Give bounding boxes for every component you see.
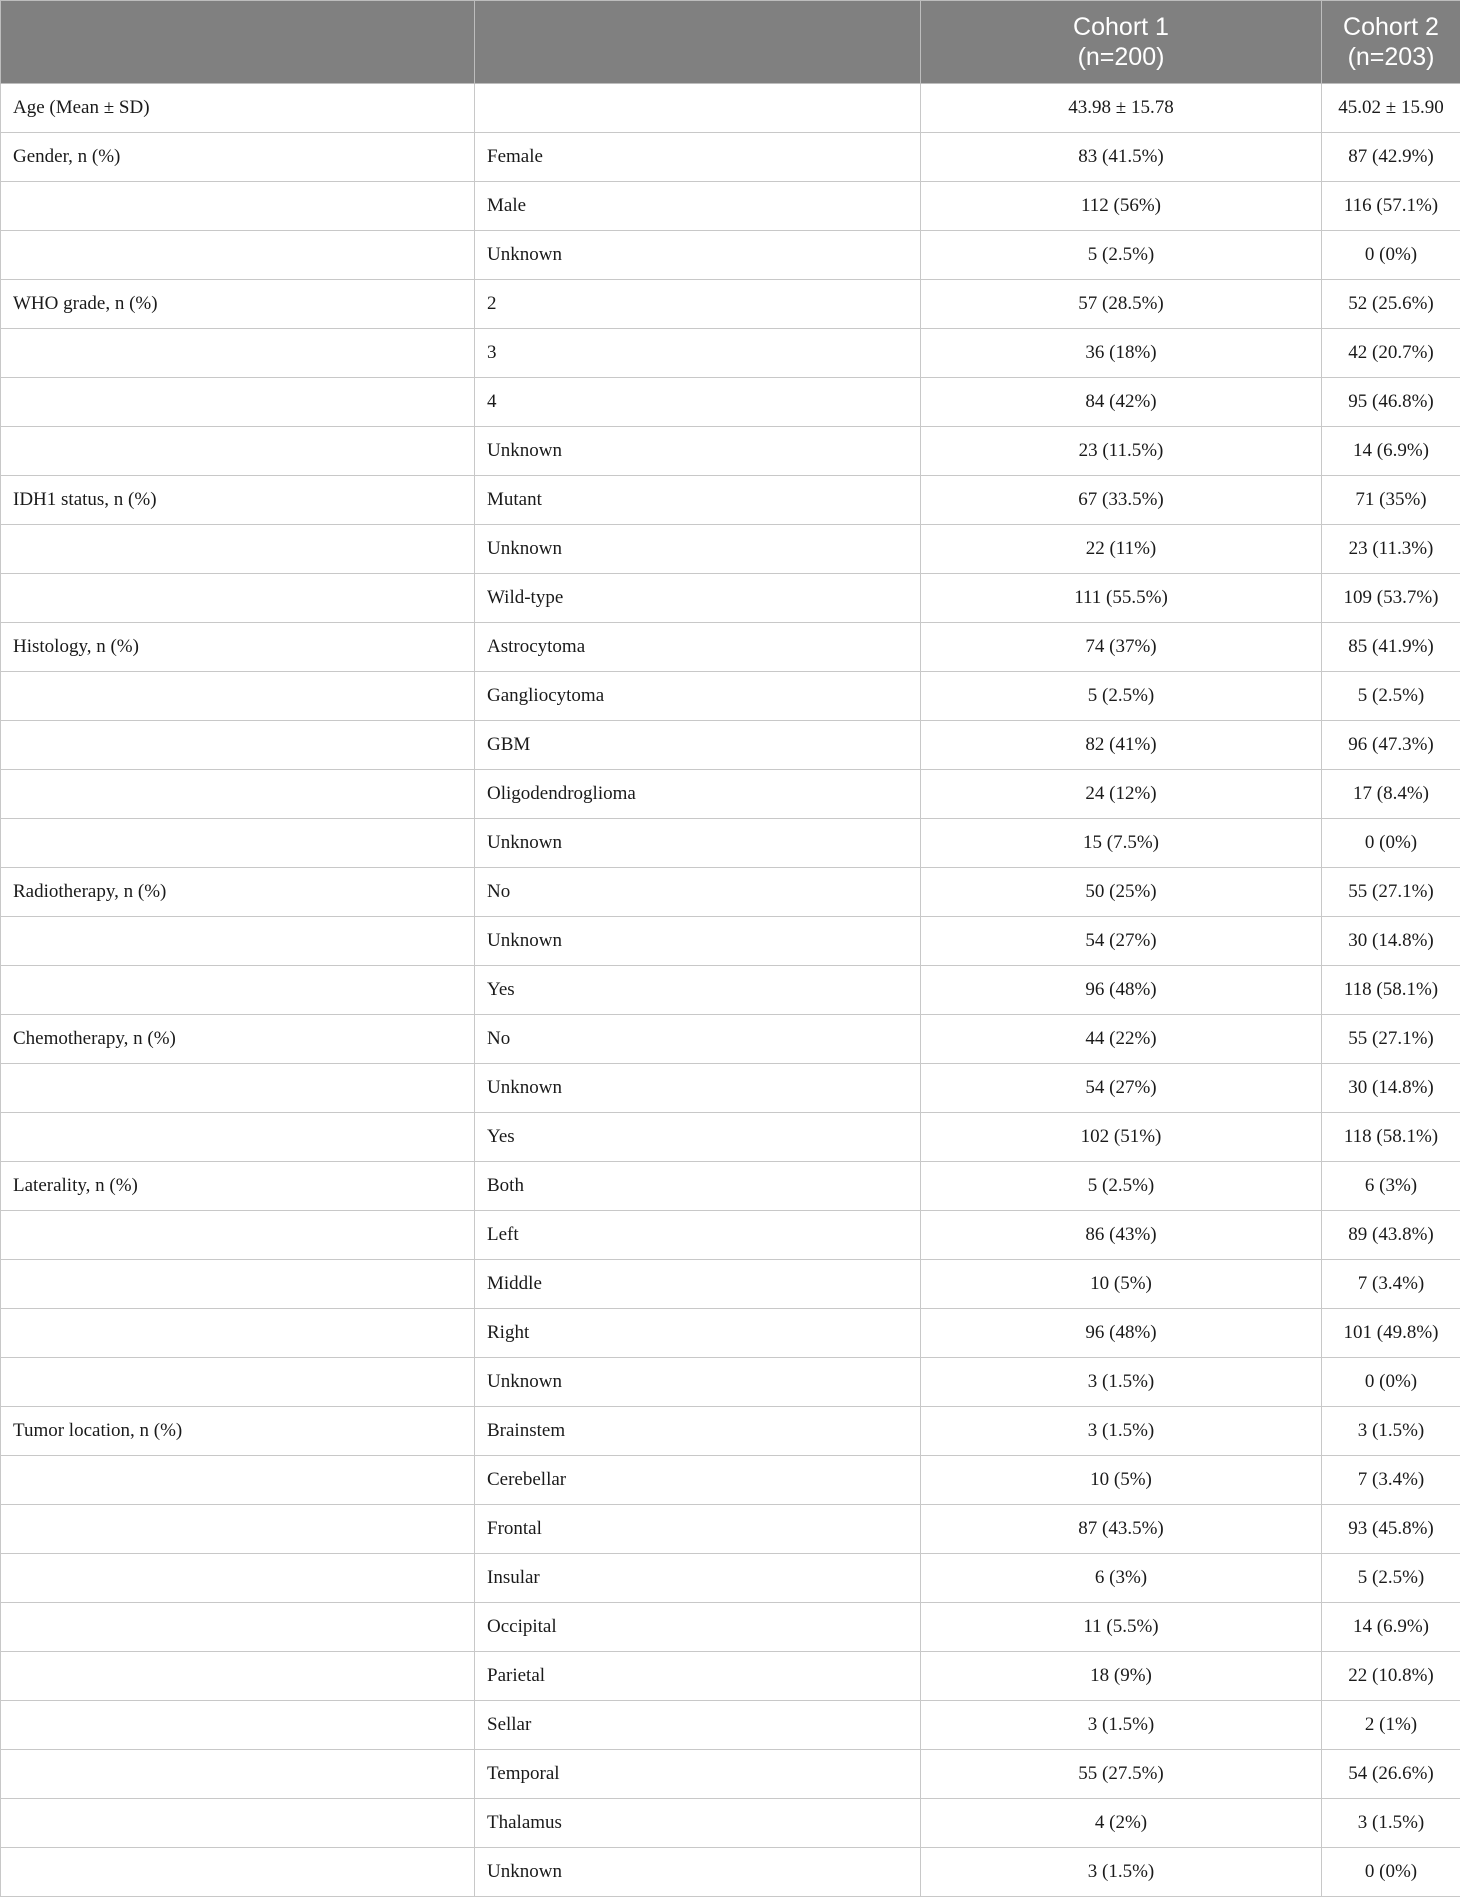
cohort-2-value: 14 (6.9%) [1322, 427, 1460, 476]
category-cell: Left [475, 1211, 921, 1260]
variable-cell [1, 1211, 475, 1260]
variable-cell: Histology, n (%) [1, 623, 475, 672]
cohort-1-value: 23 (11.5%) [921, 427, 1322, 476]
cohort-2-value: 30 (14.8%) [1322, 917, 1460, 966]
cohort-1-value: 43.98 ± 15.78 [921, 84, 1322, 133]
variable-cell [1, 672, 475, 721]
category-cell: Unknown [475, 1064, 921, 1113]
cohort-2-value: 54 (26.6%) [1322, 1750, 1460, 1799]
variable-cell [1, 1603, 475, 1652]
table-row [1, 427, 1460, 476]
cohort-1-value: 55 (27.5%) [921, 1750, 1322, 1799]
table-row [1, 84, 1460, 133]
category-cell: Insular [475, 1554, 921, 1603]
category-cell: No [475, 868, 921, 917]
variable-cell [1, 770, 475, 819]
table-row [1, 1162, 1460, 1211]
cohort-2-value: 5 (2.5%) [1322, 1554, 1460, 1603]
table-row [1, 721, 1460, 770]
cohort-2-value: 7 (3.4%) [1322, 1260, 1460, 1309]
table-header [1, 1, 1460, 84]
category-cell: Brainstem [475, 1407, 921, 1456]
variable-cell [1, 917, 475, 966]
table-row [1, 1848, 1460, 1897]
category-cell: No [475, 1015, 921, 1064]
variable-cell: Radiotherapy, n (%) [1, 868, 475, 917]
cohort-1-value: 5 (2.5%) [921, 231, 1322, 280]
cohort-2-value: 93 (45.8%) [1322, 1505, 1460, 1554]
cohort-1-value: 74 (37%) [921, 623, 1322, 672]
variable-cell: WHO grade, n (%) [1, 280, 475, 329]
cohort-1-value: 102 (51%) [921, 1113, 1322, 1162]
variable-cell [1, 525, 475, 574]
table-body [1, 84, 1460, 1897]
cohort-2-value: 3 (1.5%) [1322, 1407, 1460, 1456]
category-cell: Female [475, 133, 921, 182]
cohort-2-value: 42 (20.7%) [1322, 329, 1460, 378]
variable-cell [1, 427, 475, 476]
header-variable [1, 1, 475, 84]
category-cell: Unknown [475, 819, 921, 868]
cohort-1-value: 11 (5.5%) [921, 1603, 1322, 1652]
cohort-2-value: 109 (53.7%) [1322, 574, 1460, 623]
cohort-1-value: 87 (43.5%) [921, 1505, 1322, 1554]
header-row [1, 1, 1460, 84]
variable-cell: Laterality, n (%) [1, 1162, 475, 1211]
cohort-1-value: 18 (9%) [921, 1652, 1322, 1701]
cohort-1-value: 54 (27%) [921, 917, 1322, 966]
cohort-1-value: 3 (1.5%) [921, 1358, 1322, 1407]
category-cell: Male [475, 182, 921, 231]
cohort-1-count: (n=200) [927, 42, 1315, 72]
cohort-2-value: 89 (43.8%) [1322, 1211, 1460, 1260]
category-cell: Unknown [475, 231, 921, 280]
cohort-2-name: Cohort 2 [1328, 12, 1454, 42]
table-row [1, 1652, 1460, 1701]
cohort-1-value: 15 (7.5%) [921, 819, 1322, 868]
table-row [1, 525, 1460, 574]
variable-cell: Age (Mean ± SD) [1, 84, 475, 133]
variable-cell: Chemotherapy, n (%) [1, 1015, 475, 1064]
cohort-2-value: 85 (41.9%) [1322, 623, 1460, 672]
category-cell: Thalamus [475, 1799, 921, 1848]
cohort-1-value: 96 (48%) [921, 1309, 1322, 1358]
variable-cell [1, 1309, 475, 1358]
category-cell: Unknown [475, 917, 921, 966]
category-cell: Both [475, 1162, 921, 1211]
table-row [1, 1554, 1460, 1603]
category-cell [475, 84, 921, 133]
variable-cell [1, 1554, 475, 1603]
cohort-1-value: 96 (48%) [921, 966, 1322, 1015]
header-cohort-2 [1322, 1, 1460, 84]
table-row [1, 1603, 1460, 1652]
variable-cell: Gender, n (%) [1, 133, 475, 182]
table-row [1, 280, 1460, 329]
cohort-1-value: 10 (5%) [921, 1456, 1322, 1505]
cohort-2-value: 23 (11.3%) [1322, 525, 1460, 574]
category-cell: Wild-type [475, 574, 921, 623]
cohort-1-value: 67 (33.5%) [921, 476, 1322, 525]
variable-cell [1, 378, 475, 427]
cohort-2-value: 14 (6.9%) [1322, 1603, 1460, 1652]
table-row [1, 1407, 1460, 1456]
category-cell: 4 [475, 378, 921, 427]
cohort-2-value: 101 (49.8%) [1322, 1309, 1460, 1358]
cohort-2-value: 0 (0%) [1322, 819, 1460, 868]
table-row [1, 1456, 1460, 1505]
variable-cell [1, 574, 475, 623]
cohort-1-value: 3 (1.5%) [921, 1407, 1322, 1456]
cohort-1-value: 22 (11%) [921, 525, 1322, 574]
cohort-2-value: 118 (58.1%) [1322, 1113, 1460, 1162]
cohort-2-value: 6 (3%) [1322, 1162, 1460, 1211]
table-row [1, 133, 1460, 182]
cohort-1-value: 3 (1.5%) [921, 1701, 1322, 1750]
category-cell: GBM [475, 721, 921, 770]
category-cell: Oligodendroglioma [475, 770, 921, 819]
cohort-2-value: 2 (1%) [1322, 1701, 1460, 1750]
category-cell: Temporal [475, 1750, 921, 1799]
category-cell: Gangliocytoma [475, 672, 921, 721]
category-cell: Unknown [475, 525, 921, 574]
cohort-1-value: 6 (3%) [921, 1554, 1322, 1603]
cohort-1-name: Cohort 1 [927, 12, 1315, 42]
variable-cell [1, 1652, 475, 1701]
category-cell: Unknown [475, 1358, 921, 1407]
category-cell: Astrocytoma [475, 623, 921, 672]
table-row [1, 1750, 1460, 1799]
cohort-1-value: 50 (25%) [921, 868, 1322, 917]
cohort-2-value: 7 (3.4%) [1322, 1456, 1460, 1505]
category-cell: Parietal [475, 1652, 921, 1701]
table-row [1, 917, 1460, 966]
table-row [1, 1309, 1460, 1358]
cohort-1-value: 24 (12%) [921, 770, 1322, 819]
table-row [1, 1113, 1460, 1162]
variable-cell [1, 819, 475, 868]
cohort-2-value: 45.02 ± 15.90 [1322, 84, 1460, 133]
variable-cell [1, 1799, 475, 1848]
cohort-2-value: 17 (8.4%) [1322, 770, 1460, 819]
table-row [1, 1260, 1460, 1309]
variable-cell: Tumor location, n (%) [1, 1407, 475, 1456]
table-row [1, 231, 1460, 280]
variable-cell: IDH1 status, n (%) [1, 476, 475, 525]
cohort-2-count: (n=203) [1328, 42, 1454, 72]
cohort-1-value: 112 (56%) [921, 182, 1322, 231]
cohort-2-value: 52 (25.6%) [1322, 280, 1460, 329]
category-cell: Yes [475, 1113, 921, 1162]
category-cell: Sellar [475, 1701, 921, 1750]
cohort-1-value: 10 (5%) [921, 1260, 1322, 1309]
category-cell: Right [475, 1309, 921, 1358]
cohort-1-value: 57 (28.5%) [921, 280, 1322, 329]
variable-cell [1, 1064, 475, 1113]
cohort-2-value: 116 (57.1%) [1322, 182, 1460, 231]
header-category [475, 1, 921, 84]
cohort-2-value: 118 (58.1%) [1322, 966, 1460, 1015]
table-row [1, 476, 1460, 525]
category-cell: 2 [475, 280, 921, 329]
cohort-2-value: 71 (35%) [1322, 476, 1460, 525]
cohort-2-value: 5 (2.5%) [1322, 672, 1460, 721]
variable-cell [1, 1358, 475, 1407]
cohort-1-value: 5 (2.5%) [921, 672, 1322, 721]
cohort-1-value: 54 (27%) [921, 1064, 1322, 1113]
table-row [1, 1358, 1460, 1407]
category-cell: Frontal [475, 1505, 921, 1554]
category-cell: Mutant [475, 476, 921, 525]
cohort-1-value: 86 (43%) [921, 1211, 1322, 1260]
cohort-2-value: 0 (0%) [1322, 1358, 1460, 1407]
cohort-2-value: 55 (27.1%) [1322, 868, 1460, 917]
table-row [1, 329, 1460, 378]
variable-cell [1, 231, 475, 280]
cohort-1-value: 111 (55.5%) [921, 574, 1322, 623]
cohort-1-value: 44 (22%) [921, 1015, 1322, 1064]
category-cell: Yes [475, 966, 921, 1015]
table-row [1, 378, 1460, 427]
cohort-2-value: 30 (14.8%) [1322, 1064, 1460, 1113]
table-row [1, 1211, 1460, 1260]
table-row [1, 1799, 1460, 1848]
category-cell: Unknown [475, 1848, 921, 1897]
table-row [1, 672, 1460, 721]
table-row [1, 1701, 1460, 1750]
variable-cell [1, 966, 475, 1015]
cohort-2-value: 3 (1.5%) [1322, 1799, 1460, 1848]
table-row [1, 574, 1460, 623]
variable-cell [1, 329, 475, 378]
cohort-2-value: 22 (10.8%) [1322, 1652, 1460, 1701]
variable-cell [1, 182, 475, 231]
table-row [1, 819, 1460, 868]
variable-cell [1, 721, 475, 770]
variable-cell [1, 1750, 475, 1799]
table-row [1, 1015, 1460, 1064]
cohort-1-value: 82 (41%) [921, 721, 1322, 770]
variable-cell [1, 1701, 475, 1750]
cohort-1-value: 83 (41.5%) [921, 133, 1322, 182]
cohort-2-value: 95 (46.8%) [1322, 378, 1460, 427]
cohort-1-value: 36 (18%) [921, 329, 1322, 378]
cohort-2-value: 87 (42.9%) [1322, 133, 1460, 182]
category-cell: Cerebellar [475, 1456, 921, 1505]
variable-cell [1, 1505, 475, 1554]
category-cell: 3 [475, 329, 921, 378]
header-cohort-1 [921, 1, 1322, 84]
table-row [1, 868, 1460, 917]
category-cell: Middle [475, 1260, 921, 1309]
cohort-1-value: 84 (42%) [921, 378, 1322, 427]
cohort-1-value: 4 (2%) [921, 1799, 1322, 1848]
variable-cell [1, 1260, 475, 1309]
variable-cell [1, 1113, 475, 1162]
table-row [1, 1064, 1460, 1113]
cohort-1-value: 3 (1.5%) [921, 1848, 1322, 1897]
variable-cell [1, 1848, 475, 1897]
cohort-2-value: 0 (0%) [1322, 1848, 1460, 1897]
table-row [1, 1505, 1460, 1554]
table-row [1, 182, 1460, 231]
table-row [1, 623, 1460, 672]
cohort-2-value: 96 (47.3%) [1322, 721, 1460, 770]
variable-cell [1, 1456, 475, 1505]
category-cell: Occipital [475, 1603, 921, 1652]
cohort-2-value: 55 (27.1%) [1322, 1015, 1460, 1064]
cohort-2-value: 0 (0%) [1322, 231, 1460, 280]
cohort-1-value: 5 (2.5%) [921, 1162, 1322, 1211]
table-row [1, 966, 1460, 1015]
table-row [1, 770, 1460, 819]
category-cell: Unknown [475, 427, 921, 476]
